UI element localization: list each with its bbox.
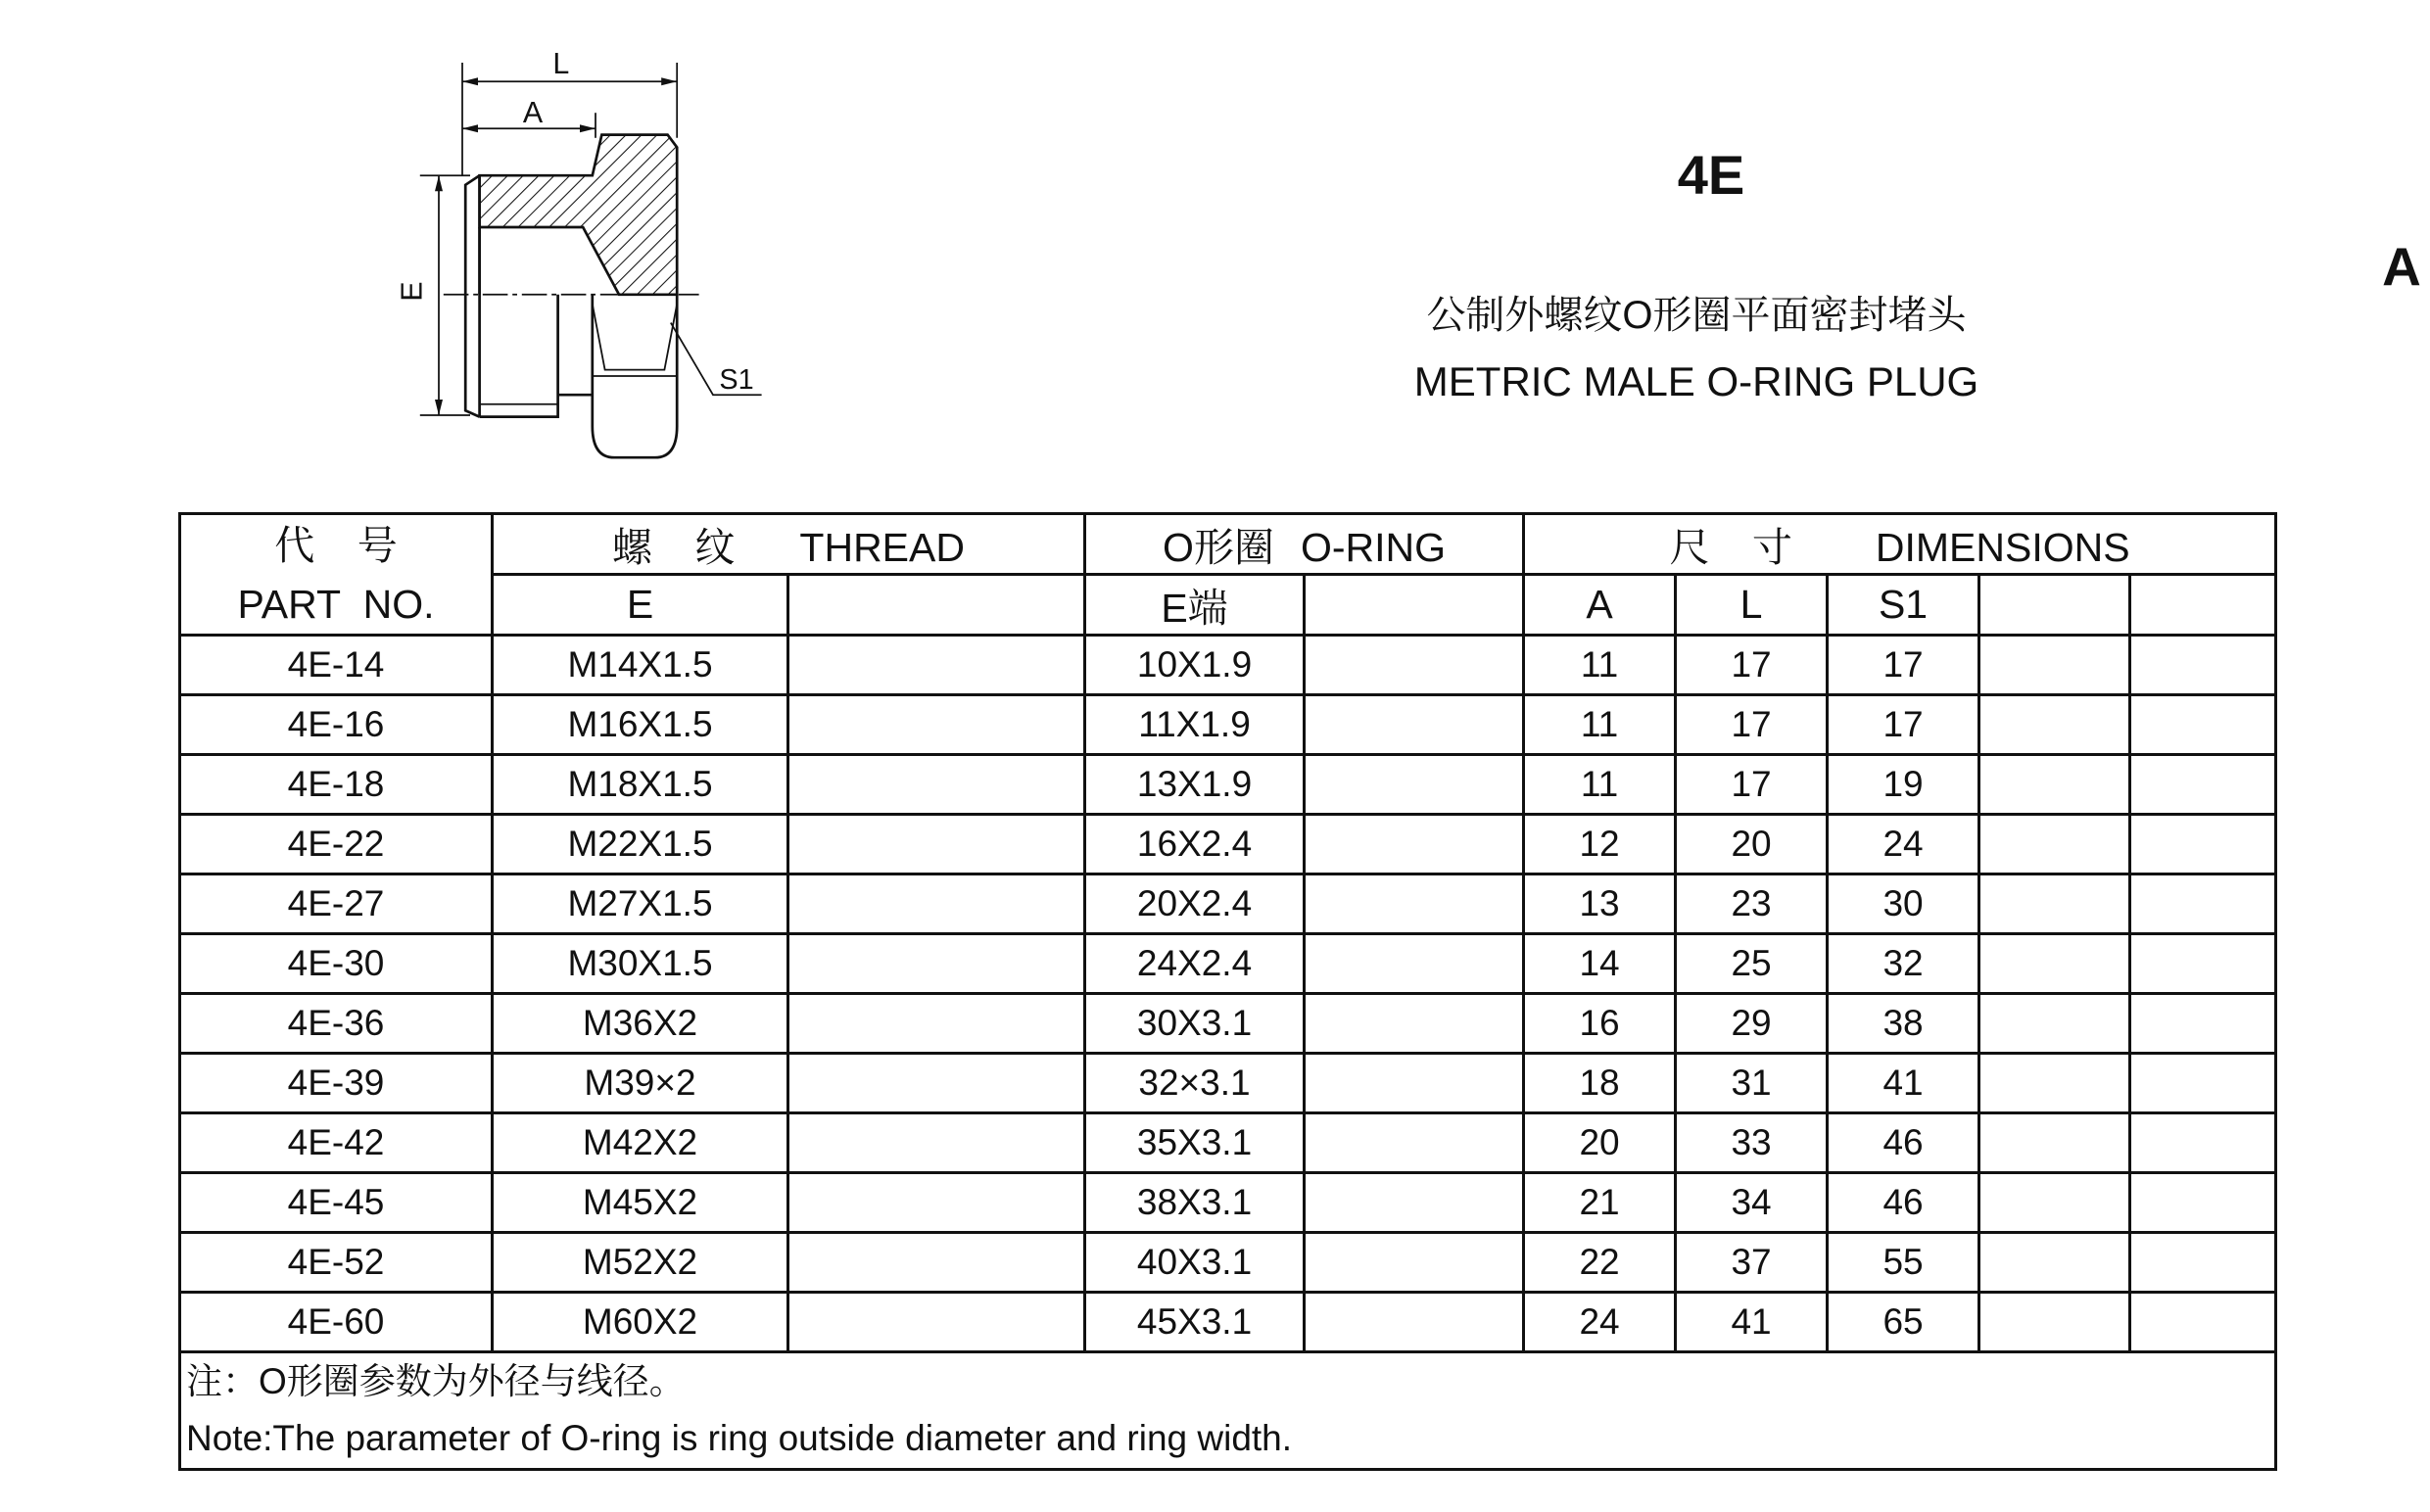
oring-blank-cell: [1305, 1054, 1524, 1113]
thread-e-cell: M60X2: [493, 1293, 788, 1352]
header-row-2: [180, 575, 2276, 636]
oring-e-cell: 20X2.4: [1085, 874, 1305, 934]
part-no-cell: 4E-52: [180, 1233, 493, 1293]
dim-s1-cell: 46: [1828, 1113, 1979, 1173]
part-no-header-en: PART NO.: [237, 581, 435, 627]
thread-blank-cell: [788, 1173, 1085, 1233]
table-row: [180, 994, 2276, 1054]
dim-l-cell: 23: [1676, 874, 1828, 934]
dim-blank-cell: [1979, 1293, 2130, 1352]
dim-blank-cell: [1979, 636, 2130, 695]
oring-e-cell: 45X3.1: [1085, 1293, 1305, 1352]
thread-blank-cell: [788, 695, 1085, 755]
dim-blank-cell: [2130, 1054, 2276, 1113]
thread-e-cell: M42X2: [493, 1113, 788, 1173]
dim-blank-cell: [1979, 755, 2130, 815]
dim-blank-cell: [2130, 815, 2276, 874]
dim-l-cell: 25: [1676, 934, 1828, 994]
thread-blank-cell: [788, 1054, 1085, 1113]
part-no-header: [180, 514, 493, 636]
thread-e-cell: M45X2: [493, 1173, 788, 1233]
dim-blank-cell: [1979, 1233, 2130, 1293]
dim-blank-cell: [1979, 1113, 2130, 1173]
thread-blank-cell: [788, 1113, 1085, 1173]
oring-blank-cell: [1305, 1113, 1524, 1173]
part-no-cell: 4E-30: [180, 934, 493, 994]
thread-e-cell: M14X1.5: [493, 636, 788, 695]
dim-l-cell: 31: [1676, 1054, 1828, 1113]
part-no-cell: 4E-39: [180, 1054, 493, 1113]
thread-e-cell: M36X2: [493, 994, 788, 1054]
dim-l-cell: 20: [1676, 815, 1828, 874]
table-row: [180, 695, 2276, 755]
table-row: [180, 874, 2276, 934]
thread-e-cell: M27X1.5: [493, 874, 788, 934]
thread-e-cell: M16X1.5: [493, 695, 788, 755]
oring-blank-cell: [1305, 1293, 1524, 1352]
section-hatch: [480, 135, 678, 295]
dim-a-cell: 11: [1524, 695, 1676, 755]
thread-header: [493, 514, 1085, 575]
thread-outline: [480, 295, 558, 417]
thread-blank-cell: [788, 636, 1085, 695]
dim-s1-cell: 41: [1828, 1054, 1979, 1113]
hex-chamfer: [593, 304, 677, 369]
oring-e-cell: 10X1.9: [1085, 636, 1305, 695]
dim-s1-cell: 65: [1828, 1293, 1979, 1352]
oring-blank-cell: [1305, 636, 1524, 695]
table-row: [180, 755, 2276, 815]
thread-e-cell: M30X1.5: [493, 934, 788, 994]
thread-e-header: E: [493, 575, 788, 636]
dim-blank-cell: [2130, 994, 2276, 1054]
table-header: [180, 514, 2276, 636]
dim-a-cell: 18: [1524, 1054, 1676, 1113]
dim-blank-cell: [1979, 1173, 2130, 1233]
table-row: [180, 1173, 2276, 1233]
dim-a-cell: 16: [1524, 994, 1676, 1054]
dimension-A: [462, 96, 596, 138]
dim-blank-header: [1979, 575, 2130, 636]
table-row: [180, 1054, 2276, 1113]
oring-blank-cell: [1305, 1233, 1524, 1293]
seal-face-chamfer: [465, 175, 479, 416]
part-no-cell: 4E-14: [180, 636, 493, 695]
oring-e-cell: 13X1.9: [1085, 755, 1305, 815]
dim-s1-cell: 55: [1828, 1233, 1979, 1293]
page-section-marker: A: [2382, 236, 2421, 297]
dim-a-cell: 21: [1524, 1173, 1676, 1233]
oring-blank-cell: [1305, 695, 1524, 755]
dimensions-header-en: DIMENSIONS: [1875, 525, 2130, 570]
thread-blank-cell: [788, 1233, 1085, 1293]
dimensions-header-cn: 尺 寸: [1669, 525, 1792, 570]
oring-e-cell: 35X3.1: [1085, 1113, 1305, 1173]
table-row: [180, 1233, 2276, 1293]
product-title-cn: 公制外螺纹O形圈平面密封堵头: [1426, 294, 1967, 337]
header-row-1: [180, 514, 2276, 575]
dim-l-cell: 34: [1676, 1173, 1828, 1233]
table-row: [180, 1113, 2276, 1173]
dimension-label-A: A: [522, 95, 544, 129]
dim-s1-cell: 32: [1828, 934, 1979, 994]
leader-S1: [671, 323, 762, 396]
part-no-cell: 4E-18: [180, 755, 493, 815]
thread-blank-header: [788, 575, 1085, 636]
oring-e-cell: 11X1.9: [1085, 695, 1305, 755]
thread-blank-cell: [788, 934, 1085, 994]
dim-blank-header: [2130, 575, 2276, 636]
dim-blank-cell: [2130, 1113, 2276, 1173]
dim-blank-cell: [2130, 874, 2276, 934]
dim-a-cell: 11: [1524, 755, 1676, 815]
notes-cell: [180, 1352, 2276, 1470]
dim-a-cell: 20: [1524, 1113, 1676, 1173]
oring-e-header: E端: [1085, 575, 1305, 636]
oring-e-cell: 32×3.1: [1085, 1054, 1305, 1113]
dim-blank-cell: [1979, 815, 2130, 874]
dim-blank-cell: [2130, 636, 2276, 695]
dim-s1-cell: 19: [1828, 755, 1979, 815]
dim-blank-cell: [2130, 934, 2276, 994]
oring-blank-cell: [1305, 934, 1524, 994]
dimension-label-E: E: [395, 281, 429, 302]
thread-blank-cell: [788, 994, 1085, 1054]
part-no-cell: 4E-16: [180, 695, 493, 755]
arrowhead: [435, 400, 443, 415]
dim-a-cell: 14: [1524, 934, 1676, 994]
dim-s1-cell: 30: [1828, 874, 1979, 934]
dim-blank-cell: [1979, 934, 2130, 994]
dim-s1-header: S1: [1828, 575, 1979, 636]
thread-blank-cell: [788, 755, 1085, 815]
arrowhead: [580, 124, 596, 132]
dim-s1-cell: 24: [1828, 815, 1979, 874]
oring-e-cell: 16X2.4: [1085, 815, 1305, 874]
part-no-header-cn: 代 号: [274, 522, 398, 568]
thread-blank-cell: [788, 874, 1085, 934]
table-body: [180, 636, 2276, 1352]
dim-a-cell: 13: [1524, 874, 1676, 934]
dim-blank-cell: [2130, 1173, 2276, 1233]
oring-e-cell: 40X3.1: [1085, 1233, 1305, 1293]
oring-blank-cell: [1305, 1173, 1524, 1233]
oring-blank-cell: [1305, 815, 1524, 874]
note-en: Note:The parameter of O-ring is ring outside diameter and ring width.: [186, 1418, 1293, 1458]
dim-l-cell: 29: [1676, 994, 1828, 1054]
note-cn: 注：O形圈参数为外径与线径。: [186, 1361, 686, 1401]
dim-s1-cell: 17: [1828, 695, 1979, 755]
dim-l-cell: 17: [1676, 755, 1828, 815]
dim-s1-cell: 38: [1828, 994, 1979, 1054]
dim-blank-cell: [1979, 1054, 2130, 1113]
dim-l-cell: 17: [1676, 636, 1828, 695]
dim-blank-cell: [2130, 1293, 2276, 1352]
dim-blank-cell: [2130, 695, 2276, 755]
dim-l-cell: 33: [1676, 1113, 1828, 1173]
dim-l-cell: 17: [1676, 695, 1828, 755]
part-no-cell: 4E-36: [180, 994, 493, 1054]
part-no-cell: 4E-27: [180, 874, 493, 934]
oring-header: [1085, 514, 1524, 575]
dim-blank-cell: [1979, 994, 2130, 1054]
oring-blank-cell: [1305, 994, 1524, 1054]
part-no-cell: 4E-42: [180, 1113, 493, 1173]
part-no-cell: 4E-22: [180, 815, 493, 874]
oring-blank-cell: [1305, 755, 1524, 815]
dim-s1-cell: 17: [1828, 636, 1979, 695]
thread-blank-cell: [788, 1293, 1085, 1352]
dim-blank-cell: [2130, 1233, 2276, 1293]
plug-section-view: [480, 135, 678, 295]
oring-header-cn: O形圈: [1163, 525, 1274, 570]
table-notes: [180, 1352, 2276, 1470]
oring-blank-header: [1305, 575, 1524, 636]
dim-l-cell: 37: [1676, 1233, 1828, 1293]
thread-blank-cell: [788, 815, 1085, 874]
dimension-label-L: L: [552, 47, 570, 81]
arrowhead: [661, 77, 677, 85]
product-code: 4E: [1677, 144, 1745, 206]
dimension-label-S1: S1: [719, 363, 754, 396]
oring-blank-cell: [1305, 874, 1524, 934]
table-row: [180, 636, 2276, 695]
table-row: [180, 1293, 2276, 1352]
table-row: [180, 934, 2276, 994]
arrowhead: [462, 77, 478, 85]
oring-e-cell: 38X3.1: [1085, 1173, 1305, 1233]
arrowhead: [462, 124, 478, 132]
thread-e-cell: M22X1.5: [493, 815, 788, 874]
dim-l-cell: 41: [1676, 1293, 1828, 1352]
plug-drawing: [392, 39, 784, 478]
notes-row: [180, 1352, 2276, 1470]
dim-blank-cell: [1979, 874, 2130, 934]
spec-table: [178, 512, 2277, 1471]
dim-a-cell: 22: [1524, 1233, 1676, 1293]
dim-s1-cell: 46: [1828, 1173, 1979, 1233]
oring-header-en: O-RING: [1300, 525, 1446, 570]
dimensions-header: [1524, 514, 2276, 575]
arrowhead: [435, 175, 443, 191]
product-title-en: METRIC MALE O-RING PLUG: [1413, 358, 1979, 404]
thread-header-en: THREAD: [799, 525, 965, 570]
dim-a-cell: 11: [1524, 636, 1676, 695]
table-row: [180, 815, 2276, 874]
dim-a-header: A: [1524, 575, 1676, 636]
dim-a-cell: 12: [1524, 815, 1676, 874]
thread-e-cell: M52X2: [493, 1233, 788, 1293]
thread-e-cell: M39×2: [493, 1054, 788, 1113]
dim-l-header: L: [1676, 575, 1828, 636]
thread-header-cn: 螺 纹: [612, 525, 736, 570]
dim-a-cell: 24: [1524, 1293, 1676, 1352]
dim-blank-cell: [2130, 755, 2276, 815]
oring-e-cell: 24X2.4: [1085, 934, 1305, 994]
part-no-cell: 4E-60: [180, 1293, 493, 1352]
oring-e-cell: 30X3.1: [1085, 994, 1305, 1054]
part-no-cell: 4E-45: [180, 1173, 493, 1233]
dim-blank-cell: [1979, 695, 2130, 755]
thread-e-cell: M18X1.5: [493, 755, 788, 815]
